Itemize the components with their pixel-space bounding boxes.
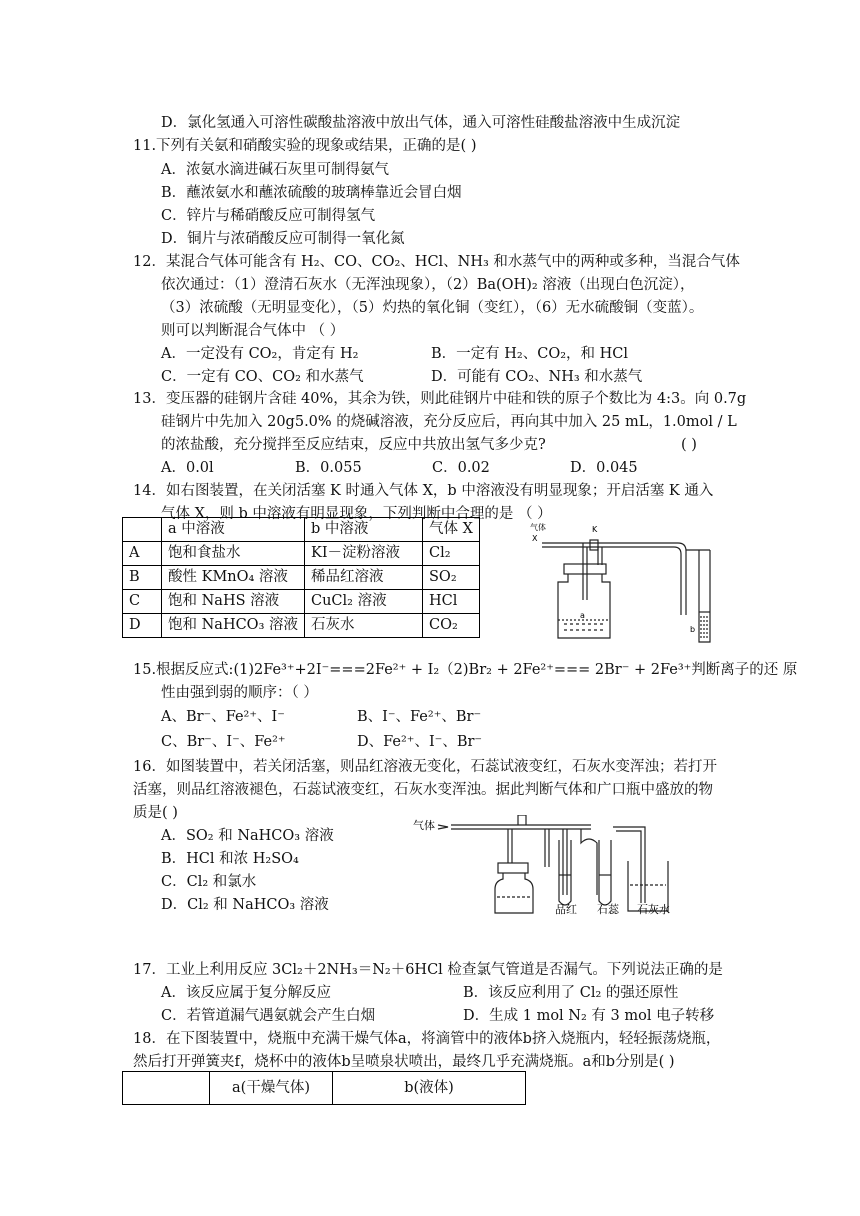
table-cell: SO₂ (423, 566, 480, 590)
q16-line-3: 质是( ) (133, 805, 178, 821)
table-cell: CuCl₂ 溶液 (305, 590, 423, 614)
q13-line-3: 的浓盐酸，充分搅拌至反应结束，反应中共放出氢气多少克? (161, 437, 546, 453)
fig-label-shirui: 石蕊 (597, 903, 619, 916)
q13-option-a: A．0.0l (161, 460, 214, 476)
table-header-row (123, 518, 480, 542)
q13-option-d: D．0.045 (570, 460, 638, 476)
q15-line-2: 性由强到弱的顺序：（ ） (161, 685, 318, 701)
q14-table (122, 517, 480, 638)
fig-label-b: b (690, 625, 696, 634)
q16-option-d: D．Cl₂ 和 NaHCO₃ 溶液 (161, 897, 329, 913)
table-header-cell (123, 518, 162, 542)
table-header-cell: a(干燥气体) (210, 1072, 333, 1105)
q12-line-3: （3）浓硫酸（无明显变化），（5）灼热的氧化铜（变红），（6）无水硫酸铜（变蓝）。 (161, 300, 704, 316)
fig-label-pinhong: 品红 (555, 903, 577, 916)
q16-line-1: 16．如图装置中，若关闭活塞，则品红溶液无变化，石蕊试液变红，石灰水变浑浊；若打开 (133, 759, 717, 775)
table-cell: HCl (423, 590, 480, 614)
table-header-cell: b 中溶液 (305, 518, 423, 542)
fig-label-x: X (532, 534, 538, 543)
q14-line-2: 气体 X，则 b 中溶液有明显现象，下列判断中合理的是 （ ） (161, 506, 552, 522)
table-cell: D (123, 614, 162, 638)
q13-answer-paren: ( ) (681, 437, 697, 453)
q13-line-2: 硅钢片中先加入 20g5.0% 的烧碱溶液，充分反应后，再向其中加入 25 mL，1.0mol / L (161, 414, 737, 430)
q15-option-c: C、Br⁻、I⁻、Fe²⁺ (161, 734, 286, 750)
table-cell: Cl₂ (423, 542, 480, 566)
q17-option-a: A．该反应属于复分解反应 (161, 985, 331, 1001)
table-row (123, 542, 480, 566)
table-cell: 饱和食盐水 (162, 542, 305, 566)
table-row (123, 614, 480, 638)
q12-option-c: C．一定有 CO、CO₂ 和水蒸气 (161, 369, 364, 385)
table-header-cell: a 中溶液 (162, 518, 305, 542)
table-header-cell (123, 1072, 210, 1105)
fig-label-gas: 气体 (413, 819, 435, 832)
q12-option-b: B．一定有 H₂、CO₂，和 HCl (431, 346, 629, 362)
q12-option-a: A．一定没有 CO₂，肯定有 H₂ (161, 346, 359, 362)
q15-option-b: B、I⁻、Fe²⁺、Br⁻ (357, 709, 482, 725)
q16-line-2: 活塞，则品红溶液褪色，石蕊试液变红，石灰水变浑浊。据此判断气体和广口瓶中盛放的物 (133, 782, 713, 798)
table-cell: 稀品红溶液 (305, 566, 423, 590)
q15-option-a: A、Br⁻、Fe²⁺、I⁻ (161, 709, 285, 725)
q18-line-2: 然后打开弹簧夹f，烧杯中的液体b呈喷泉状喷出，最终几乎充满烧瓶。a和b分别是( ) (133, 1054, 675, 1070)
table-cell: A (123, 542, 162, 566)
q12-line-1: 12．某混合气体可能含有 H₂、CO、CO₂、HCl、NH₃ 和水蒸气中的两种或多种，当混合气体 (133, 254, 740, 270)
table-cell: 酸性 KMnO₄ 溶液 (162, 566, 305, 590)
q16-option-b: B．HCl 和浓 H₂SO₄ (161, 851, 299, 867)
q17-stem: 17．工业上利用反应 3Cl₂＋2NH₃＝N₂＋6HCl 检查氯气管道是否漏气。下列说法正确的是 (133, 962, 723, 978)
q14-line-1: 14．如右图装置，在关闭活塞 K 时通入气体 X，b 中溶液没有明显现象；开启活塞 K 通入 (133, 483, 714, 499)
q11-option-b: B．蘸浓氨水和蘸浓硫酸的玻璃棒靠近会冒白烟 (161, 185, 462, 201)
q17-option-c: C．若管道漏气遇氨就会产生白烟 (161, 1008, 376, 1024)
table-row (123, 590, 480, 614)
q12-line-2: 依次通过：（1）澄清石灰水（无浑浊现象），（2）Ba(OH)₂ 溶液（出现白色沉淀）， (161, 277, 695, 293)
fig-label-k: K (592, 525, 598, 534)
q14-apparatus-figure (528, 520, 728, 645)
table-cell: 饱和 NaHCO₃ 溶液 (162, 614, 305, 638)
q17-option-b: B．该反应利用了 Cl₂ 的强还原性 (463, 985, 679, 1001)
q16-apparatus-figure (413, 815, 693, 917)
table-cell: KI－淀粉溶液 (305, 542, 423, 566)
table-header-row (123, 1072, 526, 1105)
q18-line-1: 18．在下图装置中，烧瓶中充满干燥气体a，将滴管中的液体b挤入烧瓶内，轻轻振荡烧瓶， (133, 1031, 721, 1047)
table-header-cell: b(液体) (333, 1072, 526, 1105)
q11-stem: 11.下列有关氨和硝酸实验的现象或结果，正确的是( ) (133, 138, 477, 154)
fig-label-gas: 气体 (530, 523, 546, 532)
q13-line-1: 13．变压器的硅钢片含硅 40%，其余为铁，则此硅钢片中硅和铁的原子个数比为 4:3。向 0.7g (133, 391, 747, 407)
q11-option-c: C．锌片与稀硝酸反应可制得氢气 (161, 208, 376, 224)
q18-table (122, 1071, 526, 1105)
table-cell: 石灰水 (305, 614, 423, 638)
q15-option-d: D、Fe²⁺、I⁻、Br⁻ (357, 734, 483, 750)
table-cell: CO₂ (423, 614, 480, 638)
q11-option-d: D．铜片与浓硝酸反应可制得一氧化氮 (161, 231, 405, 247)
q10-option-d: D．氯化氢通入可溶性碳酸盐溶液中放出气体，通入可溶性硅酸盐溶液中生成沉淀 (161, 115, 681, 131)
q12-option-d: D．可能有 CO₂、NH₃ 和水蒸气 (431, 369, 643, 385)
fig-label-a: a (580, 611, 585, 620)
table-header-cell: 气体 X (423, 518, 480, 542)
q11-option-a: A．浓氨水滴进碱石灰里可制得氨气 (161, 162, 389, 178)
q13-option-b: B．0.055 (295, 460, 362, 476)
q13-option-c: C．0.02 (432, 460, 490, 476)
table-cell: B (123, 566, 162, 590)
q16-option-c: C．Cl₂ 和氯水 (161, 874, 257, 890)
q12-line-4: 则可以判断混合气体中 （ ） (161, 323, 345, 339)
table-cell: C (123, 590, 162, 614)
table-row (123, 566, 480, 590)
fig-label-shihuishui: 石灰水 (637, 903, 670, 916)
q17-option-d: D．生成 1 mol N₂ 有 3 mol 电子转移 (463, 1008, 715, 1024)
q16-option-a: A．SO₂ 和 NaHCO₃ 溶液 (161, 828, 334, 844)
table-cell: 饱和 NaHS 溶液 (162, 590, 305, 614)
q15-line-1: 15.根据反应式:(1)2Fe³⁺+2I⁻===2Fe²⁺ + I₂（2)Br₂ + 2Fe²⁺=== 2Br⁻ + 2Fe³⁺判断离子的还 原 (133, 662, 798, 678)
